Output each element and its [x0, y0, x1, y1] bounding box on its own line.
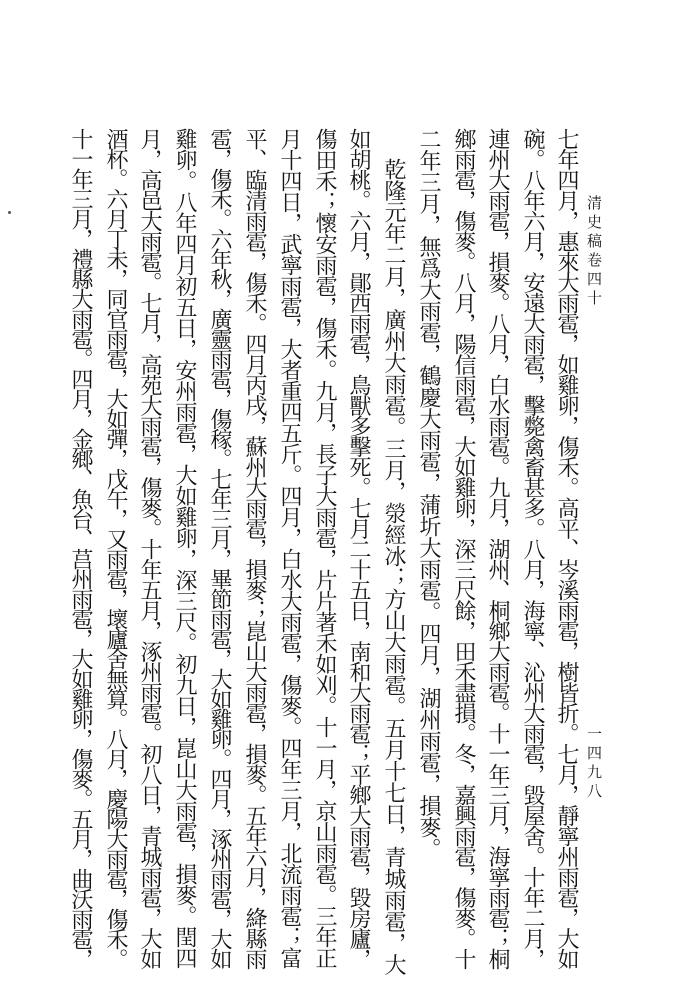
text-column: 月，高邑大雨雹。七月，高苑大雨雹，傷麥。十年五月，涿州雨雹。初八日，青城雨雹，大如	[137, 128, 162, 969]
text-column: 酒杯。六月丁未，同官雨雹，大如彈，戊午，又雨雹，壞廬舍無算。八月，慶陽大雨雹，傷禾。	[103, 128, 128, 968]
text-column: 雹，傷禾。六年秋，廣靈雨雹，傷稼。七年三月，畢節雨雹，大如雞卵。四月，涿州雨雹，大如	[207, 128, 232, 968]
text-column: 七年四月，惠來大雨雹，如雞卵，傷禾。高平、岑溪雨雹，樹皆折。七月，靜寧州雨雹，大如	[554, 128, 579, 969]
text-column: 十一年三月，禮縣大雨雹。四月，金鄉、魚台、莒州雨雹，大如雞卵，傷麥。五月，曲沃雨雹，	[68, 128, 93, 968]
text-column: 雞卵。八年四月初五日，安州雨雹，大如雞卵，深三尺。初九日，崑山大雨雹，損麥。閏四	[172, 128, 197, 968]
text-column: 碗。八年六月，安遠大雨雹，擊斃禽畜甚多。八月，海寧、沁州大雨雹，毀屋舍。十年二月，	[520, 128, 545, 969]
text-column: 連州大雨雹，損麥。八月，白水雨雹。九月，湖州、桐鄉大雨雹。十一年三月，海寧雨雹；桐	[485, 128, 510, 969]
text-column: 二年三月，無爲大雨雹，鶴慶大雨雹，蒲圻大雨雹。四月，湖州雨雹，損麥。	[416, 128, 441, 859]
text-column: 鄉雨雹，傷麥。八月，陽信雨雹，大如雞卵，深三尺餘，田禾盡損。冬，嘉興雨雹，傷麥。十	[451, 128, 476, 969]
page-number: 一四九八	[585, 726, 603, 802]
text-column: 如胡桃。六月，鄖西雨雹，鳥獸多擊死。七月二十五日，南和大雨雹；平鄉大雨雹，毀房廬，	[346, 128, 371, 969]
scan-speck	[8, 211, 11, 214]
text-column: 傷田禾；懷安雨雹，傷禾。九月，長子大雨雹，片片著禾如刈。十一月，京山雨雹。三年正	[312, 128, 337, 968]
text-column: 平、臨清雨雹，傷禾。四月丙戌，蘇州大雨雹，損麥；崑山大雨雹，損麥。五年六月，絳縣雨	[242, 128, 267, 969]
text-column: 月十四日，武寧雨雹，大者重四五斤。四月，白水大雨雹，傷麥。四年三月，北流雨雹；富	[277, 128, 302, 968]
running-title: 清史稿卷四十	[585, 195, 603, 309]
text-column: 乾隆元年二月，廣州大雨雹。三月，滎經冰；方山大雨雹。五月十七日，青城雨雹，大	[381, 158, 406, 975]
